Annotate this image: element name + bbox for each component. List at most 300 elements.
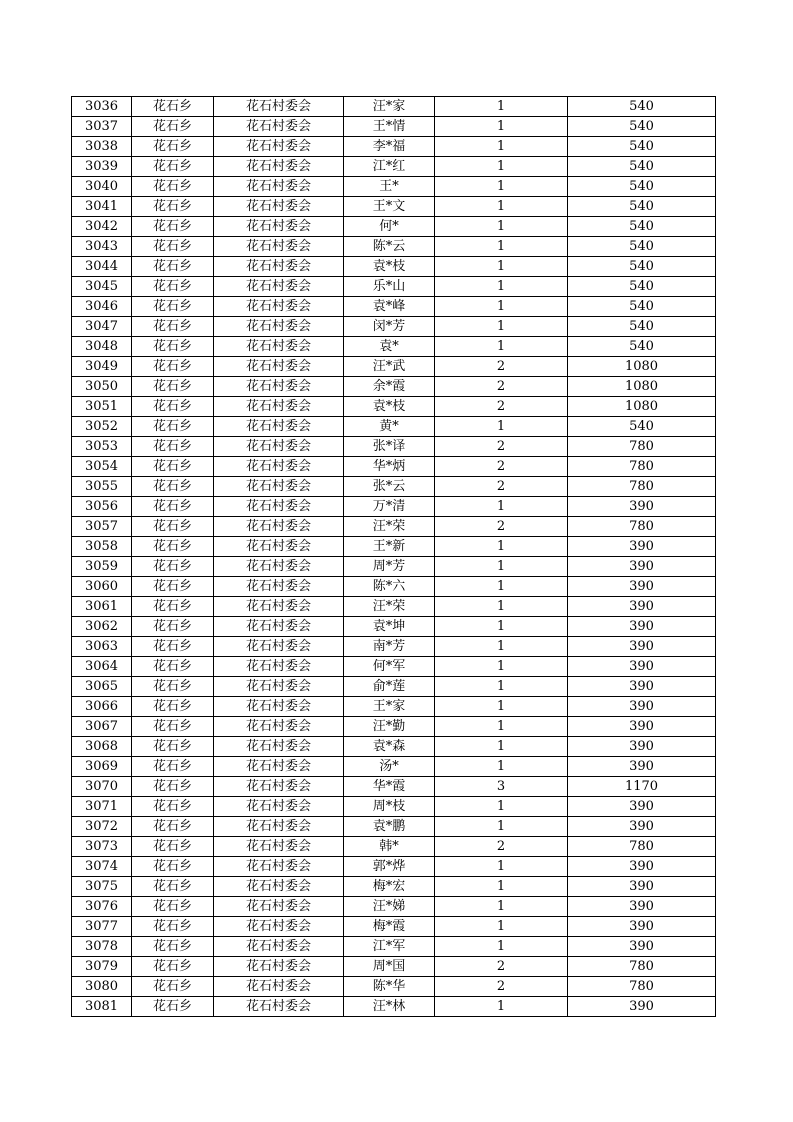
village-committee-cell: 花石村委会 bbox=[214, 437, 344, 457]
village-committee-cell: 花石村委会 bbox=[214, 597, 344, 617]
name-cell: 袁*鹏 bbox=[344, 817, 435, 837]
serial-number-cell: 3078 bbox=[72, 937, 132, 957]
amount-cell: 390 bbox=[568, 937, 716, 957]
roster-table bbox=[71, 96, 716, 1017]
count-cell: 1 bbox=[435, 537, 568, 557]
count-cell: 1 bbox=[435, 317, 568, 337]
township-cell: 花石乡 bbox=[132, 837, 214, 857]
table-row bbox=[72, 777, 716, 797]
village-committee-cell: 花石村委会 bbox=[214, 657, 344, 677]
village-committee-cell: 花石村委会 bbox=[214, 417, 344, 437]
village-committee-cell: 花石村委会 bbox=[214, 297, 344, 317]
name-cell: 汪*荣 bbox=[344, 517, 435, 537]
table-row bbox=[72, 997, 716, 1017]
table-row bbox=[72, 957, 716, 977]
amount-cell: 1080 bbox=[568, 357, 716, 377]
township-cell: 花石乡 bbox=[132, 997, 214, 1017]
name-cell: 郭*烨 bbox=[344, 857, 435, 877]
count-cell: 1 bbox=[435, 277, 568, 297]
table-row bbox=[72, 677, 716, 697]
township-cell: 花石乡 bbox=[132, 137, 214, 157]
count-cell: 1 bbox=[435, 997, 568, 1017]
amount-cell: 780 bbox=[568, 957, 716, 977]
township-cell: 花石乡 bbox=[132, 197, 214, 217]
township-cell: 花石乡 bbox=[132, 337, 214, 357]
township-cell: 花石乡 bbox=[132, 897, 214, 917]
count-cell: 1 bbox=[435, 917, 568, 937]
amount-cell: 390 bbox=[568, 817, 716, 837]
count-cell: 1 bbox=[435, 637, 568, 657]
name-cell: 汪*荣 bbox=[344, 597, 435, 617]
village-committee-cell: 花石村委会 bbox=[214, 557, 344, 577]
village-committee-cell: 花石村委会 bbox=[214, 337, 344, 357]
serial-number-cell: 3068 bbox=[72, 737, 132, 757]
amount-cell: 390 bbox=[568, 757, 716, 777]
amount-cell: 540 bbox=[568, 137, 716, 157]
serial-number-cell: 3038 bbox=[72, 137, 132, 157]
table-row bbox=[72, 377, 716, 397]
name-cell: 王*情 bbox=[344, 117, 435, 137]
amount-cell: 780 bbox=[568, 977, 716, 997]
township-cell: 花石乡 bbox=[132, 357, 214, 377]
count-cell: 1 bbox=[435, 217, 568, 237]
table-row bbox=[72, 657, 716, 677]
village-committee-cell: 花石村委会 bbox=[214, 377, 344, 397]
township-cell: 花石乡 bbox=[132, 177, 214, 197]
serial-number-cell: 3063 bbox=[72, 637, 132, 657]
table-row bbox=[72, 297, 716, 317]
serial-number-cell: 3057 bbox=[72, 517, 132, 537]
village-committee-cell: 花石村委会 bbox=[214, 997, 344, 1017]
amount-cell: 390 bbox=[568, 657, 716, 677]
name-cell: 周*芳 bbox=[344, 557, 435, 577]
amount-cell: 540 bbox=[568, 277, 716, 297]
township-cell: 花石乡 bbox=[132, 157, 214, 177]
table-row bbox=[72, 97, 716, 117]
serial-number-cell: 3062 bbox=[72, 617, 132, 637]
serial-number-cell: 3073 bbox=[72, 837, 132, 857]
table-row bbox=[72, 857, 716, 877]
township-cell: 花石乡 bbox=[132, 377, 214, 397]
name-cell: 万*清 bbox=[344, 497, 435, 517]
count-cell: 1 bbox=[435, 737, 568, 757]
amount-cell: 540 bbox=[568, 157, 716, 177]
table-row bbox=[72, 197, 716, 217]
township-cell: 花石乡 bbox=[132, 97, 214, 117]
village-committee-cell: 花石村委会 bbox=[214, 917, 344, 937]
amount-cell: 540 bbox=[568, 237, 716, 257]
village-committee-cell: 花石村委会 bbox=[214, 637, 344, 657]
table-row bbox=[72, 257, 716, 277]
amount-cell: 390 bbox=[568, 537, 716, 557]
amount-cell: 390 bbox=[568, 597, 716, 617]
amount-cell: 390 bbox=[568, 557, 716, 577]
count-cell: 1 bbox=[435, 877, 568, 897]
table-row bbox=[72, 597, 716, 617]
amount-cell: 780 bbox=[568, 477, 716, 497]
serial-number-cell: 3039 bbox=[72, 157, 132, 177]
township-cell: 花石乡 bbox=[132, 777, 214, 797]
township-cell: 花石乡 bbox=[132, 637, 214, 657]
count-cell: 1 bbox=[435, 177, 568, 197]
count-cell: 1 bbox=[435, 857, 568, 877]
serial-number-cell: 3061 bbox=[72, 597, 132, 617]
amount-cell: 390 bbox=[568, 917, 716, 937]
serial-number-cell: 3060 bbox=[72, 577, 132, 597]
table-row bbox=[72, 617, 716, 637]
serial-number-cell: 3064 bbox=[72, 657, 132, 677]
serial-number-cell: 3049 bbox=[72, 357, 132, 377]
count-cell: 1 bbox=[435, 797, 568, 817]
village-committee-cell: 花石村委会 bbox=[214, 517, 344, 537]
count-cell: 1 bbox=[435, 417, 568, 437]
serial-number-cell: 3056 bbox=[72, 497, 132, 517]
township-cell: 花石乡 bbox=[132, 617, 214, 637]
table-row bbox=[72, 337, 716, 357]
village-committee-cell: 花石村委会 bbox=[214, 877, 344, 897]
township-cell: 花石乡 bbox=[132, 697, 214, 717]
amount-cell: 390 bbox=[568, 697, 716, 717]
count-cell: 1 bbox=[435, 337, 568, 357]
village-committee-cell: 花石村委会 bbox=[214, 797, 344, 817]
serial-number-cell: 3055 bbox=[72, 477, 132, 497]
serial-number-cell: 3076 bbox=[72, 897, 132, 917]
table-row bbox=[72, 417, 716, 437]
village-committee-cell: 花石村委会 bbox=[214, 157, 344, 177]
count-cell: 2 bbox=[435, 357, 568, 377]
township-cell: 花石乡 bbox=[132, 537, 214, 557]
table-row bbox=[72, 977, 716, 997]
township-cell: 花石乡 bbox=[132, 737, 214, 757]
name-cell: 汪*武 bbox=[344, 357, 435, 377]
serial-number-cell: 3080 bbox=[72, 977, 132, 997]
township-cell: 花石乡 bbox=[132, 517, 214, 537]
township-cell: 花石乡 bbox=[132, 657, 214, 677]
count-cell: 1 bbox=[435, 937, 568, 957]
name-cell: 袁*枝 bbox=[344, 397, 435, 417]
village-committee-cell: 花石村委会 bbox=[214, 857, 344, 877]
table-row bbox=[72, 477, 716, 497]
amount-cell: 390 bbox=[568, 897, 716, 917]
township-cell: 花石乡 bbox=[132, 257, 214, 277]
name-cell: 周*国 bbox=[344, 957, 435, 977]
serial-number-cell: 3041 bbox=[72, 197, 132, 217]
name-cell: 袁*枝 bbox=[344, 257, 435, 277]
table-row bbox=[72, 577, 716, 597]
name-cell: 汪*家 bbox=[344, 97, 435, 117]
serial-number-cell: 3074 bbox=[72, 857, 132, 877]
township-cell: 花石乡 bbox=[132, 477, 214, 497]
name-cell: 梅*霞 bbox=[344, 917, 435, 937]
count-cell: 1 bbox=[435, 617, 568, 637]
name-cell: 汤* bbox=[344, 757, 435, 777]
name-cell: 汪*勤 bbox=[344, 717, 435, 737]
name-cell: 陈*六 bbox=[344, 577, 435, 597]
table-row bbox=[72, 457, 716, 477]
serial-number-cell: 3054 bbox=[72, 457, 132, 477]
table-row bbox=[72, 817, 716, 837]
village-committee-cell: 花石村委会 bbox=[214, 257, 344, 277]
serial-number-cell: 3042 bbox=[72, 217, 132, 237]
township-cell: 花石乡 bbox=[132, 877, 214, 897]
count-cell: 1 bbox=[435, 697, 568, 717]
name-cell: 张*云 bbox=[344, 477, 435, 497]
name-cell: 王*家 bbox=[344, 697, 435, 717]
table-row bbox=[72, 497, 716, 517]
amount-cell: 390 bbox=[568, 577, 716, 597]
amount-cell: 1080 bbox=[568, 377, 716, 397]
name-cell: 俞*莲 bbox=[344, 677, 435, 697]
village-committee-cell: 花石村委会 bbox=[214, 497, 344, 517]
count-cell: 2 bbox=[435, 977, 568, 997]
serial-number-cell: 3040 bbox=[72, 177, 132, 197]
name-cell: 华*霞 bbox=[344, 777, 435, 797]
township-cell: 花石乡 bbox=[132, 297, 214, 317]
village-committee-cell: 花石村委会 bbox=[214, 177, 344, 197]
village-committee-cell: 花石村委会 bbox=[214, 317, 344, 337]
amount-cell: 540 bbox=[568, 197, 716, 217]
amount-cell: 540 bbox=[568, 97, 716, 117]
amount-cell: 780 bbox=[568, 837, 716, 857]
table-row bbox=[72, 157, 716, 177]
township-cell: 花石乡 bbox=[132, 757, 214, 777]
amount-cell: 390 bbox=[568, 677, 716, 697]
serial-number-cell: 3066 bbox=[72, 697, 132, 717]
village-committee-cell: 花石村委会 bbox=[214, 777, 344, 797]
village-committee-cell: 花石村委会 bbox=[214, 97, 344, 117]
village-committee-cell: 花石村委会 bbox=[214, 477, 344, 497]
village-committee-cell: 花石村委会 bbox=[214, 537, 344, 557]
count-cell: 1 bbox=[435, 237, 568, 257]
serial-number-cell: 3053 bbox=[72, 437, 132, 457]
table-row bbox=[72, 117, 716, 137]
table-row bbox=[72, 717, 716, 737]
township-cell: 花石乡 bbox=[132, 217, 214, 237]
count-cell: 2 bbox=[435, 457, 568, 477]
township-cell: 花石乡 bbox=[132, 497, 214, 517]
serial-number-cell: 3044 bbox=[72, 257, 132, 277]
count-cell: 1 bbox=[435, 557, 568, 577]
amount-cell: 390 bbox=[568, 877, 716, 897]
serial-number-cell: 3077 bbox=[72, 917, 132, 937]
table-row bbox=[72, 277, 716, 297]
township-cell: 花石乡 bbox=[132, 437, 214, 457]
count-cell: 1 bbox=[435, 817, 568, 837]
table-row bbox=[72, 137, 716, 157]
amount-cell: 540 bbox=[568, 217, 716, 237]
township-cell: 花石乡 bbox=[132, 797, 214, 817]
count-cell: 1 bbox=[435, 677, 568, 697]
serial-number-cell: 3071 bbox=[72, 797, 132, 817]
serial-number-cell: 3047 bbox=[72, 317, 132, 337]
amount-cell: 540 bbox=[568, 117, 716, 137]
name-cell: 王* bbox=[344, 177, 435, 197]
table-row bbox=[72, 237, 716, 257]
count-cell: 1 bbox=[435, 137, 568, 157]
name-cell: 袁*峰 bbox=[344, 297, 435, 317]
count-cell: 1 bbox=[435, 497, 568, 517]
count-cell: 1 bbox=[435, 157, 568, 177]
township-cell: 花石乡 bbox=[132, 917, 214, 937]
amount-cell: 540 bbox=[568, 337, 716, 357]
table-row bbox=[72, 317, 716, 337]
township-cell: 花石乡 bbox=[132, 417, 214, 437]
name-cell: 陈*华 bbox=[344, 977, 435, 997]
table-row bbox=[72, 557, 716, 577]
name-cell: 张*译 bbox=[344, 437, 435, 457]
township-cell: 花石乡 bbox=[132, 817, 214, 837]
name-cell: 袁*坤 bbox=[344, 617, 435, 637]
township-cell: 花石乡 bbox=[132, 317, 214, 337]
table-row bbox=[72, 397, 716, 417]
amount-cell: 540 bbox=[568, 257, 716, 277]
serial-number-cell: 3070 bbox=[72, 777, 132, 797]
table-row bbox=[72, 517, 716, 537]
township-cell: 花石乡 bbox=[132, 277, 214, 297]
count-cell: 2 bbox=[435, 837, 568, 857]
amount-cell: 780 bbox=[568, 457, 716, 477]
count-cell: 1 bbox=[435, 717, 568, 737]
township-cell: 花石乡 bbox=[132, 857, 214, 877]
serial-number-cell: 3067 bbox=[72, 717, 132, 737]
village-committee-cell: 花石村委会 bbox=[214, 137, 344, 157]
serial-number-cell: 3081 bbox=[72, 997, 132, 1017]
township-cell: 花石乡 bbox=[132, 977, 214, 997]
serial-number-cell: 3036 bbox=[72, 97, 132, 117]
name-cell: 何* bbox=[344, 217, 435, 237]
village-committee-cell: 花石村委会 bbox=[214, 977, 344, 997]
township-cell: 花石乡 bbox=[132, 717, 214, 737]
village-committee-cell: 花石村委会 bbox=[214, 757, 344, 777]
table-row bbox=[72, 217, 716, 237]
name-cell: 汪*林 bbox=[344, 997, 435, 1017]
name-cell: 袁*森 bbox=[344, 737, 435, 757]
serial-number-cell: 3050 bbox=[72, 377, 132, 397]
amount-cell: 390 bbox=[568, 637, 716, 657]
table-row bbox=[72, 897, 716, 917]
count-cell: 2 bbox=[435, 397, 568, 417]
table-row bbox=[72, 697, 716, 717]
table-row bbox=[72, 797, 716, 817]
amount-cell: 780 bbox=[568, 517, 716, 537]
table-row bbox=[72, 877, 716, 897]
township-cell: 花石乡 bbox=[132, 677, 214, 697]
village-committee-cell: 花石村委会 bbox=[214, 617, 344, 637]
township-cell: 花石乡 bbox=[132, 577, 214, 597]
name-cell: 陈*云 bbox=[344, 237, 435, 257]
amount-cell: 390 bbox=[568, 717, 716, 737]
village-committee-cell: 花石村委会 bbox=[214, 817, 344, 837]
name-cell: 乐*山 bbox=[344, 277, 435, 297]
township-cell: 花石乡 bbox=[132, 457, 214, 477]
table-row bbox=[72, 437, 716, 457]
table-row bbox=[72, 537, 716, 557]
table-row bbox=[72, 637, 716, 657]
serial-number-cell: 3075 bbox=[72, 877, 132, 897]
village-committee-cell: 花石村委会 bbox=[214, 397, 344, 417]
count-cell: 1 bbox=[435, 97, 568, 117]
village-committee-cell: 花石村委会 bbox=[214, 237, 344, 257]
name-cell: 黄* bbox=[344, 417, 435, 437]
township-cell: 花石乡 bbox=[132, 597, 214, 617]
name-cell: 何*军 bbox=[344, 657, 435, 677]
amount-cell: 390 bbox=[568, 617, 716, 637]
name-cell: 袁* bbox=[344, 337, 435, 357]
table-row bbox=[72, 837, 716, 857]
amount-cell: 1170 bbox=[568, 777, 716, 797]
village-committee-cell: 花石村委会 bbox=[214, 117, 344, 137]
count-cell: 1 bbox=[435, 657, 568, 677]
amount-cell: 390 bbox=[568, 797, 716, 817]
count-cell: 1 bbox=[435, 257, 568, 277]
serial-number-cell: 3051 bbox=[72, 397, 132, 417]
roster-table-body bbox=[72, 97, 716, 1017]
count-cell: 1 bbox=[435, 897, 568, 917]
count-cell: 1 bbox=[435, 577, 568, 597]
table-row bbox=[72, 757, 716, 777]
name-cell: 梅*宏 bbox=[344, 877, 435, 897]
amount-cell: 390 bbox=[568, 857, 716, 877]
count-cell: 2 bbox=[435, 377, 568, 397]
count-cell: 2 bbox=[435, 477, 568, 497]
serial-number-cell: 3043 bbox=[72, 237, 132, 257]
township-cell: 花石乡 bbox=[132, 397, 214, 417]
serial-number-cell: 3045 bbox=[72, 277, 132, 297]
township-cell: 花石乡 bbox=[132, 237, 214, 257]
count-cell: 2 bbox=[435, 437, 568, 457]
serial-number-cell: 3069 bbox=[72, 757, 132, 777]
village-committee-cell: 花石村委会 bbox=[214, 837, 344, 857]
name-cell: 王*新 bbox=[344, 537, 435, 557]
count-cell: 1 bbox=[435, 297, 568, 317]
village-committee-cell: 花石村委会 bbox=[214, 277, 344, 297]
count-cell: 1 bbox=[435, 757, 568, 777]
table-row bbox=[72, 917, 716, 937]
name-cell: 周*枝 bbox=[344, 797, 435, 817]
serial-number-cell: 3079 bbox=[72, 957, 132, 977]
name-cell: 王*文 bbox=[344, 197, 435, 217]
amount-cell: 780 bbox=[568, 437, 716, 457]
name-cell: 华*炳 bbox=[344, 457, 435, 477]
table-row bbox=[72, 357, 716, 377]
name-cell: 江*军 bbox=[344, 937, 435, 957]
village-committee-cell: 花石村委会 bbox=[214, 957, 344, 977]
name-cell: 江*红 bbox=[344, 157, 435, 177]
amount-cell: 390 bbox=[568, 737, 716, 757]
village-committee-cell: 花石村委会 bbox=[214, 357, 344, 377]
township-cell: 花石乡 bbox=[132, 937, 214, 957]
serial-number-cell: 3058 bbox=[72, 537, 132, 557]
village-committee-cell: 花石村委会 bbox=[214, 217, 344, 237]
count-cell: 3 bbox=[435, 777, 568, 797]
village-committee-cell: 花石村委会 bbox=[214, 197, 344, 217]
name-cell: 余*霞 bbox=[344, 377, 435, 397]
village-committee-cell: 花石村委会 bbox=[214, 897, 344, 917]
name-cell: 闵*芳 bbox=[344, 317, 435, 337]
amount-cell: 540 bbox=[568, 297, 716, 317]
serial-number-cell: 3059 bbox=[72, 557, 132, 577]
name-cell: 南*芳 bbox=[344, 637, 435, 657]
count-cell: 1 bbox=[435, 197, 568, 217]
count-cell: 1 bbox=[435, 117, 568, 137]
village-committee-cell: 花石村委会 bbox=[214, 717, 344, 737]
township-cell: 花石乡 bbox=[132, 957, 214, 977]
amount-cell: 390 bbox=[568, 497, 716, 517]
name-cell: 韩* bbox=[344, 837, 435, 857]
table-row bbox=[72, 177, 716, 197]
serial-number-cell: 3072 bbox=[72, 817, 132, 837]
serial-number-cell: 3052 bbox=[72, 417, 132, 437]
